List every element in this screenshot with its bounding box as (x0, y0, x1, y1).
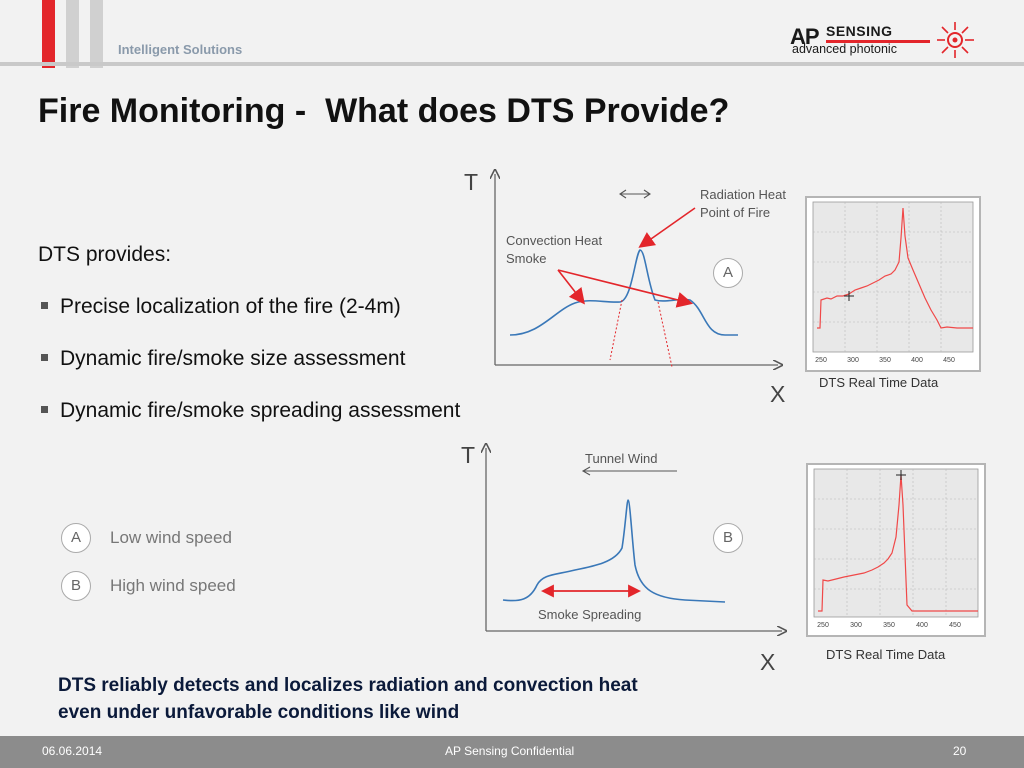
radiation-label-line-2: Point of Fire (700, 205, 771, 220)
header-stripe-red (42, 0, 55, 68)
dts-b-tick: 450 (949, 622, 961, 629)
bullet-text: Dynamic fire/smoke size assessment (60, 347, 406, 370)
dts-chart-a-caption: DTS Real Time Data (819, 375, 939, 390)
bullet-item (38, 347, 405, 371)
convection-label-line-2: Smoke (506, 251, 547, 266)
dts-a-tick: 350 (879, 357, 891, 364)
conclusion-text (58, 672, 638, 726)
dts-a-tick: 250 (815, 357, 827, 364)
diagram-b-sketch (475, 440, 805, 660)
dts-b-tick: 350 (883, 622, 895, 629)
dts-chart-b-plot (808, 465, 984, 635)
bullet-square-icon (41, 354, 48, 361)
page-title: Fire Monitoring - What does DTS Provide? (38, 92, 730, 130)
diagram-a-axis-x-label: X (770, 381, 786, 407)
diagram-b-spread-label: Smoke Spreading (538, 607, 642, 622)
bullet-item (38, 295, 401, 319)
legend-badge-b: B (61, 571, 91, 601)
diagram-b-badge: B (713, 523, 743, 553)
diagram-a-axis-t-label: T (464, 169, 479, 195)
convection-label-line-1: Convection Heat (506, 233, 603, 248)
dts-chart-b (806, 463, 986, 637)
dts-a-tick: 300 (847, 357, 859, 364)
logo-ap-text: AP (790, 24, 819, 49)
header-stripe-gray-1 (66, 0, 79, 68)
conclusion-line-1: DTS reliably detects and localizes radiation and convection heat (58, 675, 638, 696)
bullet-item (38, 399, 460, 423)
dts-chart-a-plot (807, 198, 979, 370)
footer-confidential: AP Sensing Confidential (445, 744, 575, 758)
dts-b-tick: 250 (817, 622, 829, 629)
diagram-a-badge: A (713, 258, 743, 288)
legend-badge-a: A (61, 523, 91, 553)
conclusion-line-2: even under unfavorable conditions like wind (58, 702, 460, 723)
header-divider (0, 62, 1024, 66)
dts-b-tick: 300 (850, 622, 862, 629)
logo-sensing-text: SENSING (826, 23, 893, 39)
header-stripe-gray-2 (90, 0, 103, 68)
diagram-a-dotted-line-left (610, 300, 622, 360)
diagram-a-convection-label (506, 232, 602, 268)
logo-subtitle: advanced photonic (792, 42, 897, 56)
bullet-text: Precise localization of the fire (2-4m) (60, 295, 401, 318)
laser-burst-icon (932, 20, 978, 60)
dts-b-tick: 400 (916, 622, 928, 629)
diagram-a-width-arrow (620, 190, 650, 198)
diagram-b-temperature-curve (503, 500, 725, 602)
diagram-b-spread-arrow (543, 586, 639, 596)
diagram-b-wind-label: Tunnel Wind (585, 451, 658, 466)
footer-date: 06.06.2014 (42, 744, 103, 758)
tagline: Intelligent Solutions (118, 42, 243, 57)
diagram-b-wind-arrow (583, 467, 677, 475)
diagram-a-dotted-line-right (658, 302, 672, 367)
legend-text-b: High wind speed (110, 576, 236, 595)
bullet-square-icon (41, 302, 48, 309)
legend-text-a: Low wind speed (110, 528, 232, 547)
diagram-a-convection-arrow-right (558, 270, 690, 303)
dts-chart-b-caption: DTS Real Time Data (826, 647, 946, 662)
radiation-label-line-1: Radiation Heat (700, 187, 786, 202)
diagram-b-axis-x-label: X (760, 649, 776, 675)
diagram-a-radiation-arrow (641, 208, 695, 246)
dts-chart-a (805, 196, 981, 372)
dts-a-tick: 400 (911, 357, 923, 364)
bullet-square-icon (41, 406, 48, 413)
intro-text: DTS provides: (38, 243, 172, 266)
footer-page-number: 20 (953, 744, 967, 758)
diagram-a-radiation-label (700, 186, 786, 222)
diagram-b-axis-t-label: T (461, 442, 476, 468)
bullet-text: Dynamic fire/smoke spreading assessment (60, 399, 461, 422)
dts-a-tick: 450 (943, 357, 955, 364)
